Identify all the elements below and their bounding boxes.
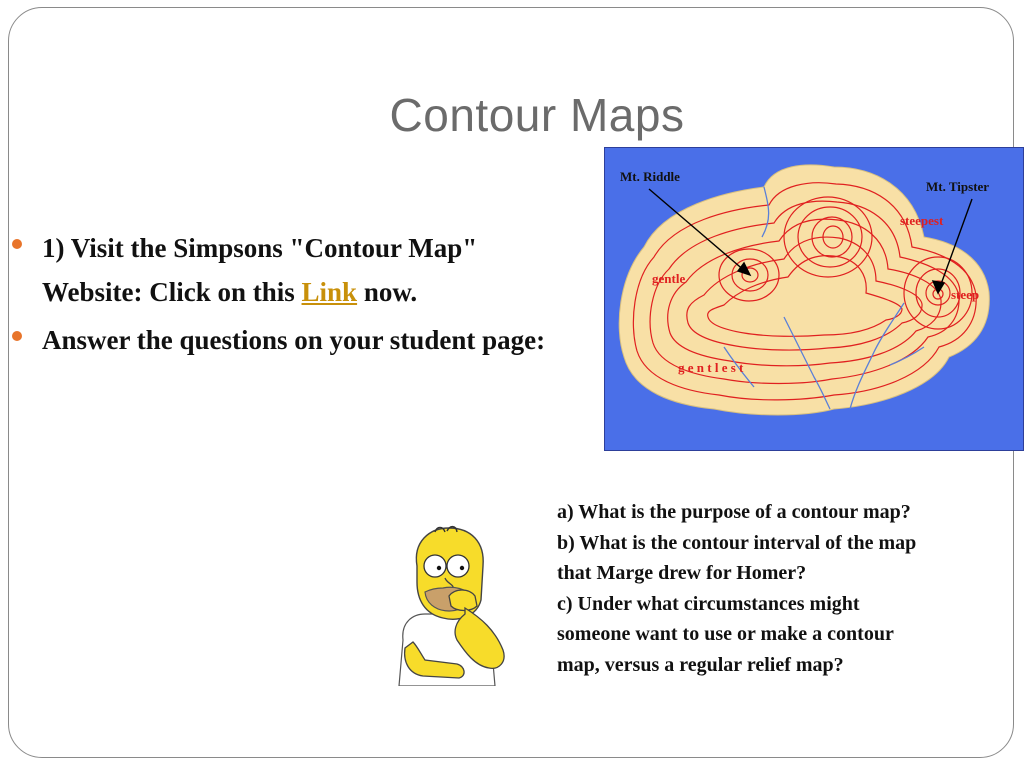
- label-gentle: gentle: [652, 271, 686, 286]
- bullet-item-visit: [10, 226, 570, 314]
- contour-map-image: [604, 147, 1024, 451]
- label-steepest: steepest: [900, 213, 944, 228]
- simpsons-link[interactable]: Link: [301, 277, 358, 307]
- slide-title: Contour Maps: [389, 89, 685, 141]
- label-mt-riddle: Mt. Riddle: [620, 169, 680, 184]
- label-mt-tipster: Mt. Tipster: [926, 179, 990, 194]
- bullet-text-prefix: 1) Visit the Simpsons "Contour Map" Website: Click on this: [42, 233, 478, 307]
- homer-thinking-icon: [395, 522, 515, 686]
- bullet-dot-icon: [12, 239, 22, 249]
- question-line: a) What is the purpose of a contour map?: [557, 501, 911, 523]
- question-line: someone want to use or make a contour: [557, 623, 894, 646]
- question-line: that Marge drew for Homer?: [557, 562, 807, 585]
- question-line: c) Under what circumstances might: [557, 592, 860, 615]
- question-line: b) What is the contour interval of the map: [557, 531, 917, 554]
- bullet-dot-icon: [12, 331, 22, 341]
- question-line: map, versus a regular relief map?: [557, 653, 844, 676]
- bullet-text: Answer the questions on your student page:: [42, 325, 546, 355]
- label-gentlest: g e n t l e s t: [678, 360, 744, 375]
- bullet-item-answer: [10, 318, 570, 362]
- label-steep: steep: [951, 287, 980, 302]
- bullet-list: [10, 226, 570, 366]
- bullet-text-suffix: now.: [357, 277, 418, 307]
- question-list: [557, 497, 1017, 681]
